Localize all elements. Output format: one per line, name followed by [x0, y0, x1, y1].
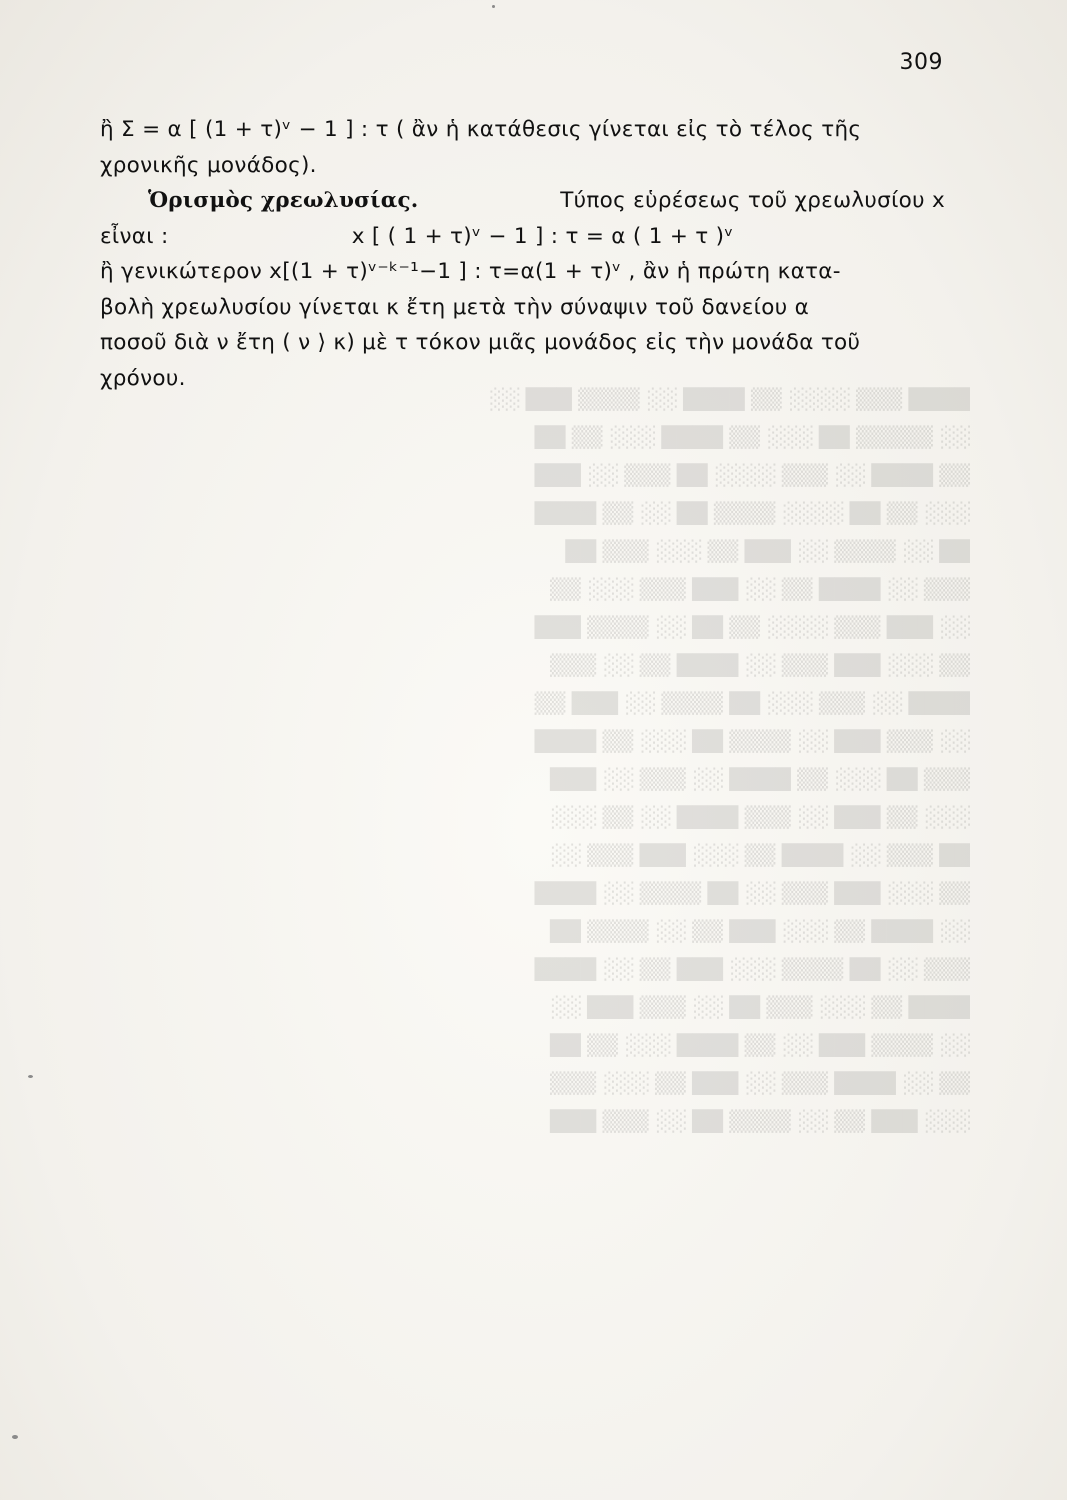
text-line: χρονικῆς μονάδος). [100, 152, 317, 178]
text-line: Τύπος εὑρέσεως τοῦ χρεωλυσίου x [560, 188, 945, 213]
show-through-bleed: ████ ▒▒▒ ░░░░ ▒▒ ████ ░░ ▒▒▒▒ ███ ░░ ░░ ▒▒▒▒▒ ██ ░░░ ▒▒ ████ ░░░ ▒▒ ██ ▒▒ ████ ░░ ▒▒▒ ░░░░ ██ ▒▒▒ ░░ ███ ░░░ ▒▒ ██ ░░░░ ▒▒▒▒ ██ ░░ ▒▒ ████ ██ ░░ ▒▒▒▒ ░░ ███ ▒▒ ░░░ ▒▒▒ ██ ▒▒▒ ░░ ████ ▒▒ ░░ ███ ▒▒▒ ░░░ ▒▒ ░░ ███ ▒▒▒ ░░░░ ▒▒ ██ ░░ ▒▒▒▒ ███ ▒▒ ░░░ ███ ▒▒▒ ░░ ████ ▒▒ ░░ ▒▒▒ ████ ░░ ▒▒▒ ░░░ ██ ▒▒▒▒ ░░ ███ ▒▒ ░░ ▒▒▒ ███ ░░ ▒▒▒▒ ██ ░░░ ▒▒ ████ ▒▒▒ ██ ░░░ ▒▒ ████ ░░ ▒▒▒ ░░ ███ ░░░ ▒▒ ███ ░░ ▒▒▒ ████ ░░ ▒▒ ░░░ ██ ▒▒▒ ░░ ████ ▒▒ ░░░ ███ ▒▒▒ ░░ ▒▒ ░░░ ███ ▒▒▒ ░░ ██ ▒▒▒▒ ░░ ████ ░░ ████ ▒▒ ░░░ ███ ▒▒ ░░ ▒▒▒▒ ██ ▒▒▒ ░░ ██ ▒▒▒▒ ░░░ ███ ▒▒ ░░ ████ ████ ▒▒ ░░░ ▒▒▒ ██ ░░ ▒▒▒ ███ ░░ ░░ ▒▒▒▒ ███ ░░ ▒▒ ████ ░░░ ▒▒ ██ ▒▒ ░░ ████ ▒▒▒ ░░ ███ ▒▒ ░░░ ▒▒▒ ░░░ ███ ▒▒ ░░ ▒▒▒▒ ██ ░░ ▒▒▒ ███ [488, 387, 970, 1133]
scan-speck [492, 5, 495, 8]
scan-speck [28, 1075, 33, 1078]
formula: x [ ( 1 + τ)ᵛ − 1 ] : τ = α ( 1 + τ )ᵛ [351, 223, 734, 249]
text-line: ἢ Σ = α [ (1 + τ)ᵛ − 1 ] : τ ( ἂν ἡ κατάθεσις γίνεται εἰς τὸ τέλος τῆς [100, 117, 862, 142]
scan-speck [12, 1435, 18, 1439]
page-number: 309 [899, 50, 943, 75]
text-line: ἢ γενικώτερον x[(1 + τ)ᵛ⁻ᵏ⁻¹−1 ] : τ=α(1 + τ)ᵛ , ἂν ἡ πρώτη κατα- [100, 259, 841, 284]
formula-line [100, 219, 945, 255]
definition-line [100, 183, 945, 219]
formula-label: εἶναι : [100, 223, 169, 249]
text-line: χρόνου. [100, 365, 186, 391]
text-line: ποσοῦ διὰ ν ἔτη ( ν ⟩ κ) μὲ τ τόκον μιᾶς μονάδος εἰς τὴν μονάδα τοῦ [100, 330, 861, 355]
text-line: βολὴ χρεωλυσίου γίνεται κ ἔτη μετὰ τὴν σύναψιν τοῦ δανείου α [100, 294, 810, 320]
section-heading: Ὁρισμὸς χρεωλυσίας. [148, 188, 419, 213]
body-text [100, 112, 945, 396]
